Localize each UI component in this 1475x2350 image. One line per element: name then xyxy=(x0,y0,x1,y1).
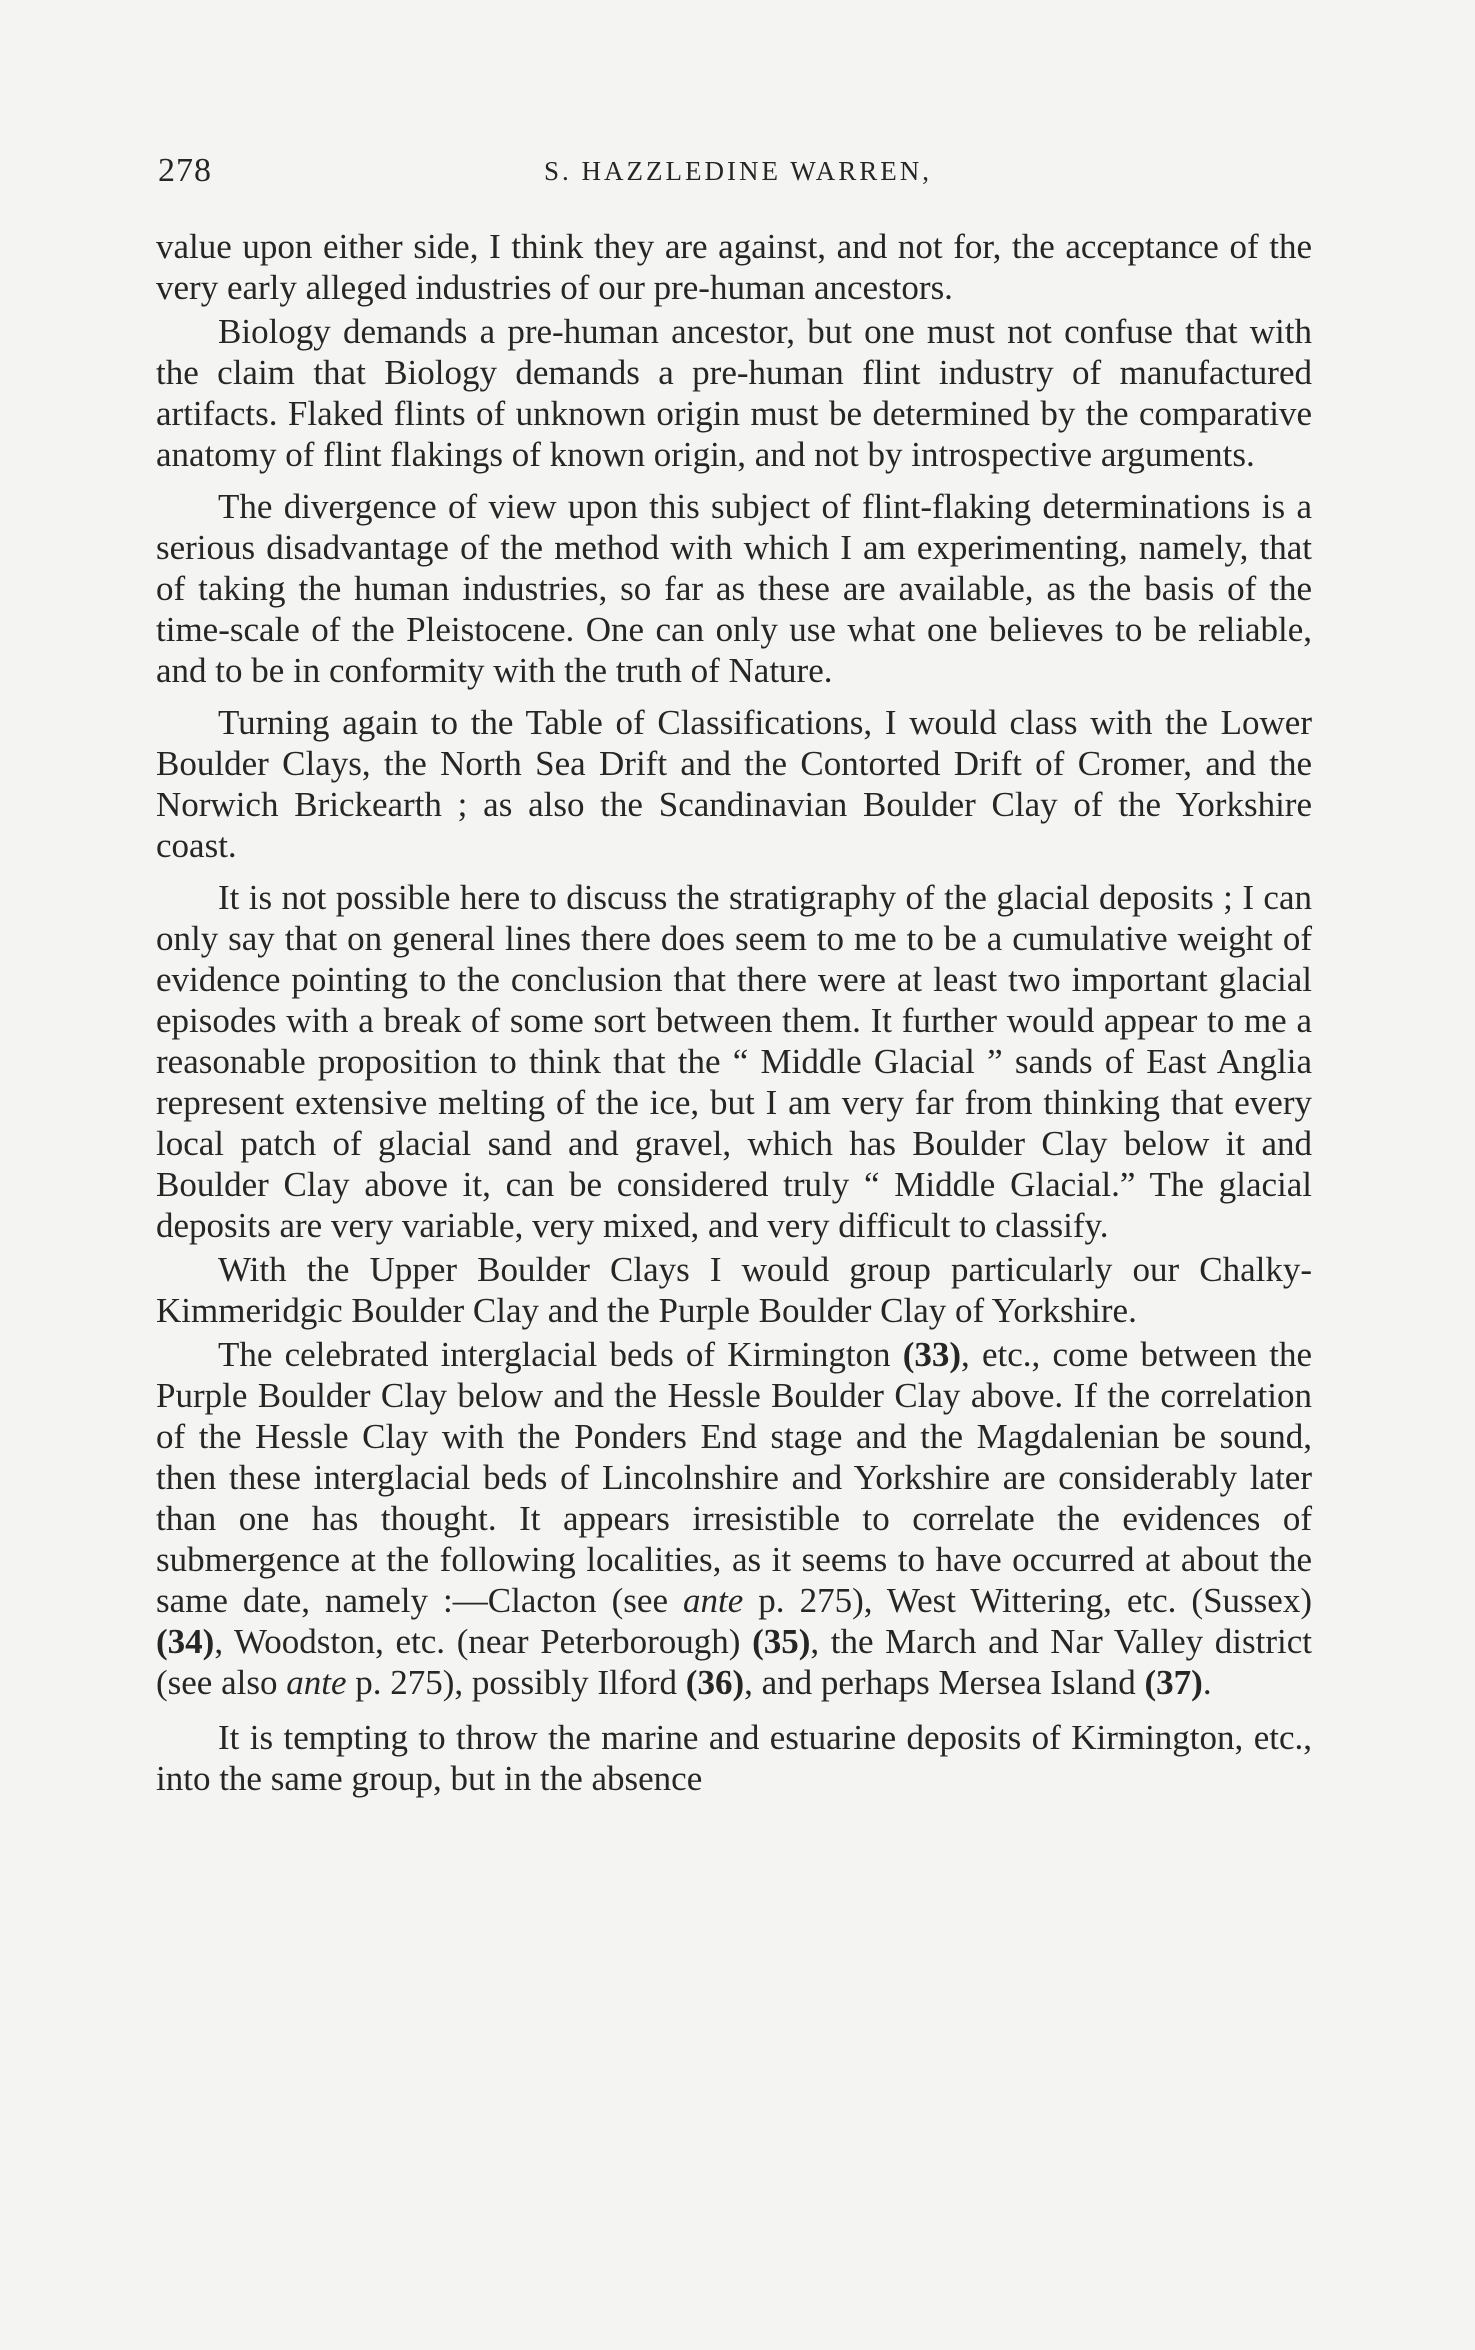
page-number: 278 xyxy=(158,152,212,189)
text-segment: p. 275), possibly Ilford xyxy=(346,1663,686,1702)
text-segment: p. 275), West Wittering, etc. (Sussex) xyxy=(743,1581,1312,1620)
italic-ante: ante xyxy=(683,1581,744,1620)
body-text xyxy=(156,226,1312,1799)
paragraph-continuation: value upon either side, I think they are against, and not for, the acceptance of the very early alleged industries of our pre-human ancestors. xyxy=(156,227,1312,307)
reference-35: (35) xyxy=(752,1622,811,1661)
paragraph-marine-deposits: It is tempting to throw the marine and estuarine deposits of Kirmington, etc., into the same group, but in the absence xyxy=(156,1718,1312,1798)
paragraph-biology: Biology demands a pre-human ancestor, but one must not confuse that with the claim that Biology demands a pre-human flint industry of manufactured artifacts. Flaked flints of unknown origin must be determined by the comparative anatomy of flint flakings of known origin, and not by introspective arguments. xyxy=(156,312,1312,474)
paragraph-stratigraphy: It is not possible here to discuss the stratigraphy of the glacial deposits ; I can only say that on general lines there does seem to me to be a cumulative weight of evidence pointing to the conclusion that there were at least two important glacial episodes with a break of some sort between them. It further would appear to me a reasonable proposition to think that the “ Middle Glacial ” sands of East Anglia represent extensive melting of the ice, but I am very far from thinking that every local patch of glacial sand and gravel, which has Boulder Clay below it and Boulder Clay above it, can be considered truly “ Middle Glacial.” The glacial deposits are very variable, very mixed, and very difficult to classify. xyxy=(156,878,1312,1245)
page-header xyxy=(158,152,1318,196)
paragraph-kirmington xyxy=(156,1334,1312,1703)
text-segment: , Woodston, etc. (near Peterborough) xyxy=(214,1622,753,1661)
text-segment: . xyxy=(1202,1663,1212,1702)
reference-36: (36) xyxy=(685,1663,745,1702)
reference-37: (37) xyxy=(1144,1663,1203,1702)
text-segment: , and perhaps Mersea Island xyxy=(744,1663,1145,1702)
text-segment: , the March and Nar Valley district (see also xyxy=(156,1622,1313,1702)
italic-ante: ante xyxy=(286,1663,347,1702)
text-segment: , etc., come between the Purple Boulder Clay below and the Hessle Boulder Clay above. If the correlation of the Hessle Clay with the Ponders End stage and the Magdalenian be sound, then these interglacial beds of Lincolnshire and Yorkshire are considerably later than one has thought. It appears irresistible to correlate the evidences of submergence at the following localities, as it seems to have occurred at about the same date, namely :—Clacton (see xyxy=(156,1335,1312,1620)
paragraph-classifications: Turning again to the Table of Classifications, I would class with the Lower Boulder Clays, the North Sea Drift and the Contorted Drift of Cromer, and the Norwich Brickearth ; as also the Scandinavian Boulder Clay of the Yorkshire coast. xyxy=(156,703,1312,865)
reference-34: (34) xyxy=(156,1622,215,1661)
paragraph-upper-boulder-clays: With the Upper Boulder Clays I would group particularly our Chalky-Kimmeridgic Boulder Clay and the Purple Boulder Clay of Yorkshire. xyxy=(156,1250,1312,1330)
running-head: S. HAZZLEDINE WARREN, xyxy=(544,156,932,186)
text-segment: The celebrated interglacial beds of Kirmington xyxy=(218,1335,903,1374)
reference-33: (33) xyxy=(902,1335,962,1374)
paragraph-divergence: The divergence of view upon this subject of flint-flaking determinations is a serious disadvantage of the method with which I am experimenting, namely, that of taking the human industries, so far as these are available, as the basis of the time-scale of the Pleistocene. One can only use what one believes to be reliable, and to be in conformity with the truth of Nature. xyxy=(156,487,1312,690)
